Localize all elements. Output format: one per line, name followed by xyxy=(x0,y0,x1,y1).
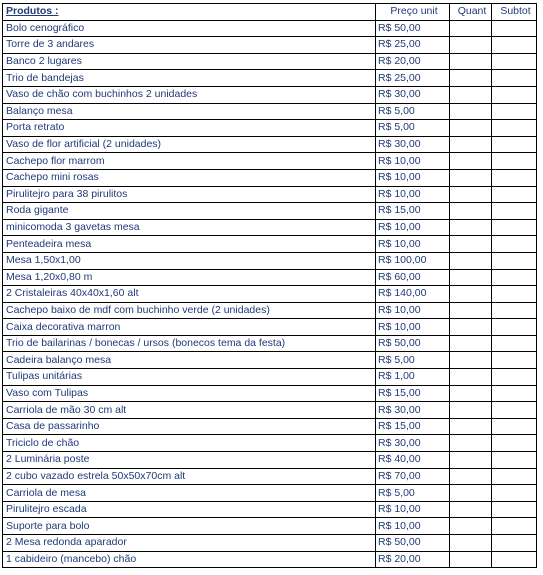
table-row xyxy=(3,252,537,269)
quantity-cell[interactable] xyxy=(450,319,492,336)
product-name-cell[interactable]: Cachepo mini rosas xyxy=(3,169,376,186)
quantity-cell[interactable] xyxy=(450,485,492,502)
subtotal-cell[interactable] xyxy=(492,418,537,435)
product-name-cell[interactable]: Vaso de flor artificial (2 unidades) xyxy=(3,136,376,153)
subtotal-cell[interactable] xyxy=(492,352,537,369)
table-row xyxy=(3,86,537,103)
quantity-cell[interactable] xyxy=(450,518,492,535)
subtotal-cell[interactable] xyxy=(492,236,537,253)
product-name-cell[interactable]: Tulipas unitárias xyxy=(3,369,376,386)
quantity-cell[interactable] xyxy=(450,103,492,120)
subtotal-cell[interactable] xyxy=(492,435,537,452)
product-name-cell[interactable]: Pirulitejro escada xyxy=(3,501,376,518)
table-row xyxy=(3,369,537,386)
product-name-cell[interactable]: Balanço mesa xyxy=(3,103,376,120)
subtotal-cell[interactable] xyxy=(492,136,537,153)
quantity-cell[interactable] xyxy=(450,153,492,170)
subtotal-cell[interactable] xyxy=(492,551,537,568)
unit-price-cell[interactable]: R$ 50,00 xyxy=(376,20,450,37)
quantity-cell[interactable] xyxy=(450,402,492,419)
table-row xyxy=(3,418,537,435)
quantity-cell[interactable] xyxy=(450,53,492,70)
quantity-cell[interactable] xyxy=(450,203,492,220)
quantity-cell[interactable] xyxy=(450,269,492,286)
subtotal-cell[interactable] xyxy=(492,286,537,303)
unit-price-cell[interactable]: R$ 10,00 xyxy=(376,518,450,535)
product-name-cell[interactable]: Triciclo de chão xyxy=(3,435,376,452)
table-row xyxy=(3,385,537,402)
unit-price-cell[interactable]: R$ 15,00 xyxy=(376,203,450,220)
table-row xyxy=(3,286,537,303)
table-row xyxy=(3,169,537,186)
subtotal-cell[interactable] xyxy=(492,37,537,54)
product-name-cell[interactable]: Vaso de chão com buchinhos 2 unidades xyxy=(3,86,376,103)
unit-price-cell[interactable]: R$ 15,00 xyxy=(376,418,450,435)
product-name-cell[interactable]: Trio de bandejas xyxy=(3,70,376,87)
product-name-cell[interactable]: 2 Luminária poste xyxy=(3,452,376,469)
quantity-cell[interactable] xyxy=(450,352,492,369)
product-name-cell[interactable]: Carriola de mesa xyxy=(3,485,376,502)
table-row xyxy=(3,518,537,535)
product-name-cell[interactable]: Trio de bailarinas / bonecas / ursos (bonecos tema da festa) xyxy=(3,335,376,352)
unit-price-cell[interactable]: R$ 30,00 xyxy=(376,86,450,103)
product-name-cell[interactable]: 1 cabideiro (mancebo) chão xyxy=(3,551,376,568)
quantity-cell[interactable] xyxy=(450,252,492,269)
table-body xyxy=(3,20,537,568)
unit-price-cell[interactable]: R$ 20,00 xyxy=(376,53,450,70)
unit-price-cell[interactable]: R$ 70,00 xyxy=(376,468,450,485)
header-subtotal[interactable]: Subtot xyxy=(492,4,537,21)
quantity-cell[interactable] xyxy=(450,70,492,87)
table-row xyxy=(3,136,537,153)
table-row xyxy=(3,319,537,336)
product-name-cell[interactable]: 2 Cristaleiras 40x40x1,60 alt xyxy=(3,286,376,303)
table-row xyxy=(3,120,537,137)
table-row xyxy=(3,435,537,452)
subtotal-cell[interactable] xyxy=(492,219,537,236)
product-name-cell[interactable]: Torre de 3 andares xyxy=(3,37,376,54)
subtotal-cell[interactable] xyxy=(492,518,537,535)
quantity-cell[interactable] xyxy=(450,435,492,452)
table-row xyxy=(3,20,537,37)
header-row xyxy=(3,4,537,21)
quantity-cell[interactable] xyxy=(450,169,492,186)
subtotal-cell[interactable] xyxy=(492,319,537,336)
product-name-cell[interactable]: 2 Mesa redonda aparador xyxy=(3,535,376,552)
product-name-cell[interactable]: Cachepo baixo de mdf com buchinho verde (2 unidades) xyxy=(3,302,376,319)
quantity-cell[interactable] xyxy=(450,369,492,386)
unit-price-cell[interactable]: R$ 100,00 xyxy=(376,252,450,269)
table-row xyxy=(3,219,537,236)
product-name-cell[interactable]: Pirulitejro para 38 pirulitos xyxy=(3,186,376,203)
quantity-cell[interactable] xyxy=(450,20,492,37)
product-name-cell[interactable]: Banco 2 lugares xyxy=(3,53,376,70)
unit-price-cell[interactable]: R$ 10,00 xyxy=(376,153,450,170)
unit-price-cell[interactable]: R$ 30,00 xyxy=(376,136,450,153)
subtotal-cell[interactable] xyxy=(492,53,537,70)
quantity-cell[interactable] xyxy=(450,335,492,352)
quantity-cell[interactable] xyxy=(450,452,492,469)
quantity-cell[interactable] xyxy=(450,120,492,137)
unit-price-cell[interactable]: R$ 50,00 xyxy=(376,535,450,552)
unit-price-cell[interactable]: R$ 5,00 xyxy=(376,485,450,502)
table-row xyxy=(3,70,537,87)
subtotal-cell[interactable] xyxy=(492,501,537,518)
quantity-cell[interactable] xyxy=(450,302,492,319)
product-name-cell[interactable]: minicomoda 3 gavetas mesa xyxy=(3,219,376,236)
product-name-cell[interactable]: Porta retrato xyxy=(3,120,376,137)
quantity-cell[interactable] xyxy=(450,86,492,103)
table-row xyxy=(3,402,537,419)
subtotal-cell[interactable] xyxy=(492,169,537,186)
product-name-cell[interactable]: Cachepo flor marrom xyxy=(3,153,376,170)
unit-price-cell[interactable]: R$ 5,00 xyxy=(376,103,450,120)
product-name-cell[interactable]: Cadeira balanço mesa xyxy=(3,352,376,369)
unit-price-cell[interactable]: R$ 5,00 xyxy=(376,120,450,137)
subtotal-cell[interactable] xyxy=(492,452,537,469)
unit-price-cell[interactable]: R$ 10,00 xyxy=(376,186,450,203)
unit-price-cell[interactable]: R$ 1,00 xyxy=(376,369,450,386)
subtotal-cell[interactable] xyxy=(492,252,537,269)
product-name-cell[interactable]: 2 cubo vazado estrela 50x50x70cm alt xyxy=(3,468,376,485)
unit-price-cell[interactable]: R$ 50,00 xyxy=(376,335,450,352)
unit-price-cell[interactable]: R$ 25,00 xyxy=(376,70,450,87)
subtotal-cell[interactable] xyxy=(492,20,537,37)
subtotal-cell[interactable] xyxy=(492,153,537,170)
unit-price-cell[interactable]: R$ 10,00 xyxy=(376,319,450,336)
table-row xyxy=(3,335,537,352)
subtotal-cell[interactable] xyxy=(492,86,537,103)
unit-price-cell[interactable]: R$ 30,00 xyxy=(376,402,450,419)
quantity-cell[interactable] xyxy=(450,385,492,402)
table-row xyxy=(3,452,537,469)
unit-price-cell[interactable]: R$ 5,00 xyxy=(376,352,450,369)
table-row xyxy=(3,352,537,369)
table-row xyxy=(3,203,537,220)
unit-price-cell[interactable]: R$ 10,00 xyxy=(376,501,450,518)
table-row xyxy=(3,37,537,54)
quantity-cell[interactable] xyxy=(450,468,492,485)
table-row xyxy=(3,535,537,552)
unit-price-cell[interactable]: R$ 140,00 xyxy=(376,286,450,303)
quantity-cell[interactable] xyxy=(450,136,492,153)
subtotal-cell[interactable] xyxy=(492,335,537,352)
subtotal-cell[interactable] xyxy=(492,485,537,502)
header-quantity[interactable]: Quant xyxy=(450,4,492,21)
quantity-cell[interactable] xyxy=(450,286,492,303)
quantity-cell[interactable] xyxy=(450,501,492,518)
product-name-cell[interactable]: Bolo cenográfico xyxy=(3,20,376,37)
unit-price-cell[interactable]: R$ 15,00 xyxy=(376,385,450,402)
product-price-table xyxy=(2,3,537,568)
header-products[interactable]: Produtos : xyxy=(3,4,376,21)
product-name-cell[interactable]: Casa de passarinho xyxy=(3,418,376,435)
subtotal-cell[interactable] xyxy=(492,269,537,286)
table-row xyxy=(3,269,537,286)
subtotal-cell[interactable] xyxy=(492,70,537,87)
quantity-cell[interactable] xyxy=(450,186,492,203)
table-row xyxy=(3,302,537,319)
table-row xyxy=(3,468,537,485)
subtotal-cell[interactable] xyxy=(492,203,537,220)
unit-price-cell[interactable]: R$ 30,00 xyxy=(376,435,450,452)
unit-price-cell[interactable]: R$ 10,00 xyxy=(376,169,450,186)
unit-price-cell[interactable]: R$ 10,00 xyxy=(376,302,450,319)
quantity-cell[interactable] xyxy=(450,535,492,552)
table-row xyxy=(3,551,537,568)
unit-price-cell[interactable]: R$ 40,00 xyxy=(376,452,450,469)
product-name-cell[interactable]: Caixa decorativa marron xyxy=(3,319,376,336)
subtotal-cell[interactable] xyxy=(492,103,537,120)
quantity-cell[interactable] xyxy=(450,418,492,435)
header-unit-price[interactable]: Preço unit xyxy=(376,4,450,21)
product-name-cell[interactable]: Mesa 1,20x0,80 m xyxy=(3,269,376,286)
product-name-cell[interactable]: Penteadeira mesa xyxy=(3,236,376,253)
unit-price-cell[interactable]: R$ 60,00 xyxy=(376,269,450,286)
subtotal-cell[interactable] xyxy=(492,535,537,552)
subtotal-cell[interactable] xyxy=(492,385,537,402)
subtotal-cell[interactable] xyxy=(492,468,537,485)
unit-price-cell[interactable]: R$ 10,00 xyxy=(376,219,450,236)
table-row xyxy=(3,501,537,518)
product-name-cell[interactable]: Vaso com Tulipas xyxy=(3,385,376,402)
subtotal-cell[interactable] xyxy=(492,302,537,319)
unit-price-cell[interactable]: R$ 10,00 xyxy=(376,236,450,253)
subtotal-cell[interactable] xyxy=(492,369,537,386)
product-name-cell[interactable]: Mesa 1,50x1,00 xyxy=(3,252,376,269)
unit-price-cell[interactable]: R$ 25,00 xyxy=(376,37,450,54)
table-row xyxy=(3,186,537,203)
quantity-cell[interactable] xyxy=(450,236,492,253)
table-row xyxy=(3,153,537,170)
subtotal-cell[interactable] xyxy=(492,120,537,137)
table-row xyxy=(3,53,537,70)
quantity-cell[interactable] xyxy=(450,551,492,568)
product-name-cell[interactable]: Suporte para bolo xyxy=(3,518,376,535)
subtotal-cell[interactable] xyxy=(492,402,537,419)
unit-price-cell[interactable]: R$ 20,00 xyxy=(376,551,450,568)
quantity-cell[interactable] xyxy=(450,219,492,236)
quantity-cell[interactable] xyxy=(450,37,492,54)
table-row xyxy=(3,103,537,120)
product-name-cell[interactable]: Roda gigante xyxy=(3,203,376,220)
table-row xyxy=(3,485,537,502)
table-row xyxy=(3,236,537,253)
product-name-cell[interactable]: Carriola de mão 30 cm alt xyxy=(3,402,376,419)
subtotal-cell[interactable] xyxy=(492,186,537,203)
